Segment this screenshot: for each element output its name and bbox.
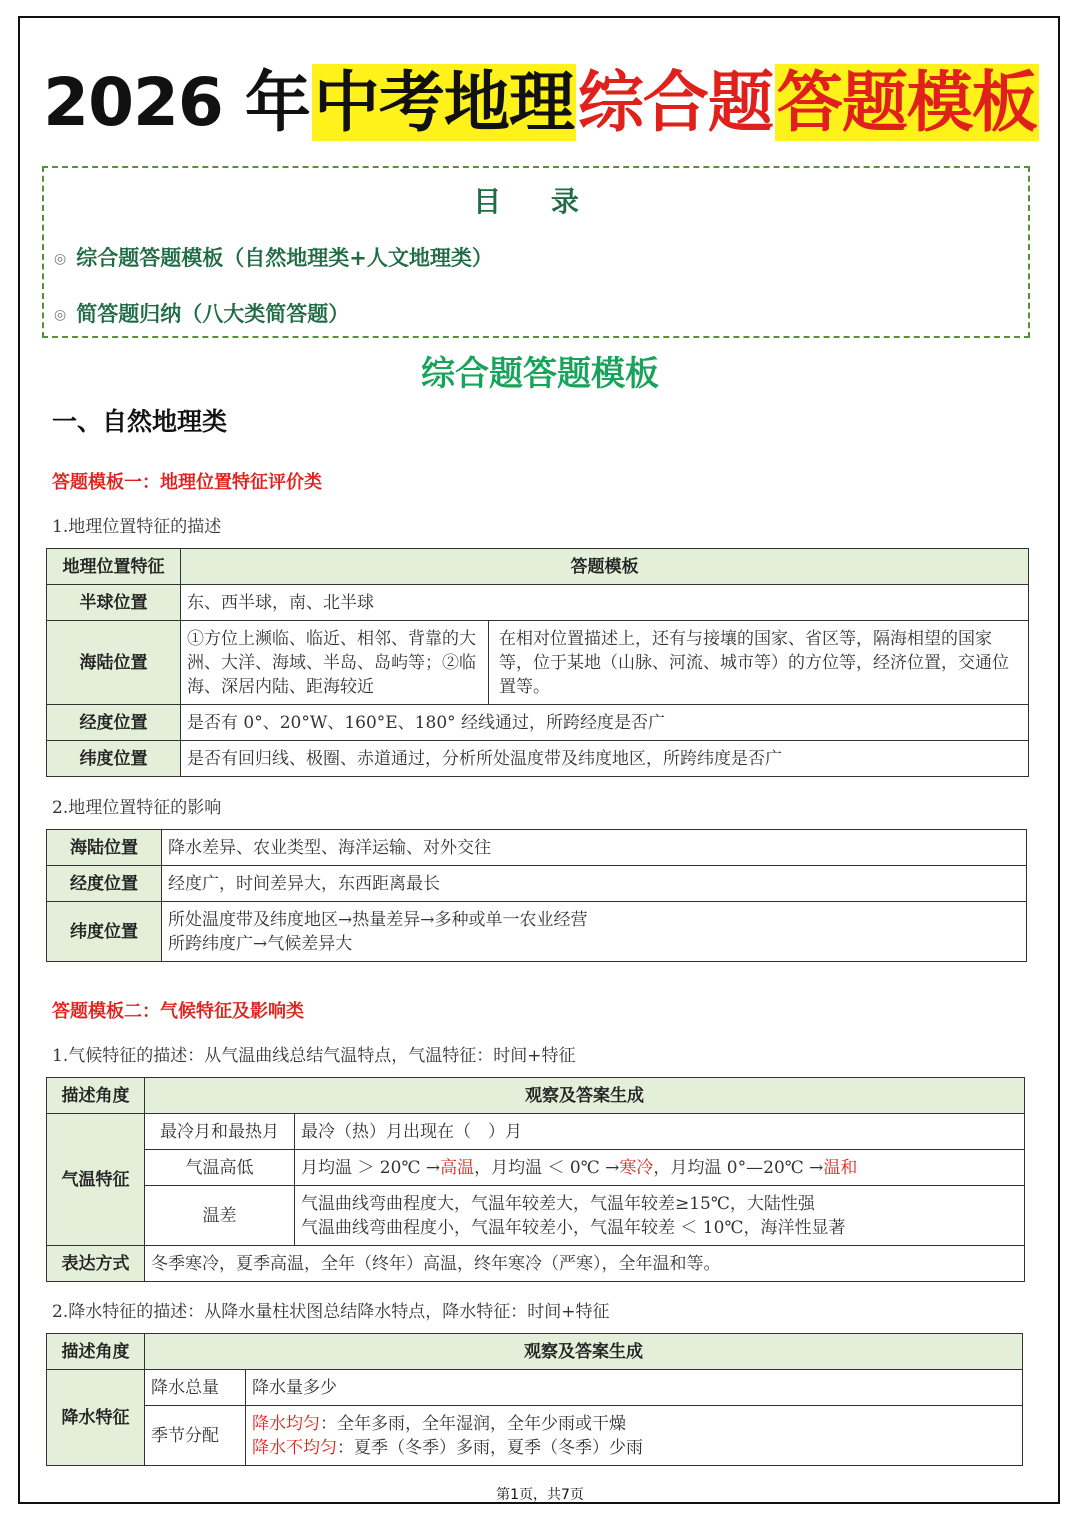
title-highlight-1: 中考地理 <box>313 64 574 141</box>
row-label: 经度位置 <box>47 705 181 741</box>
toc-item[interactable] <box>54 298 349 328</box>
text-run-red: 寒冷 <box>619 1157 654 1178</box>
cell-value: 最冷（热）月出现在（ ）月 <box>295 1114 1025 1150</box>
text-run: ：全年多雨，全年湿润，全年少雨或干燥 <box>320 1413 626 1434</box>
sub-label: 气温高低 <box>145 1150 295 1186</box>
row-label: 海陆位置 <box>47 621 181 705</box>
cell-value <box>246 1406 1023 1466</box>
sub-label: 最冷月和最热月 <box>145 1114 295 1150</box>
section-title: 综合题答题模板 <box>421 354 659 394</box>
toc-heading: 目 录 <box>473 185 599 218</box>
toc-item-label: 简答题归纳（八大类简答题） <box>76 302 350 326</box>
cell-line: 所跨纬度广→气候差异大 <box>168 933 353 954</box>
text-run: ，月均温 ＜ 0℃ → <box>474 1157 620 1178</box>
cell-value: 是否有回归线、极圈、赤道通过，分析所处温度带及纬度地区，所跨纬度是否广 <box>181 741 1029 777</box>
cell-value: 是否有 0°、20°W、160°E、180° 经线通过，所跨经度是否广 <box>181 705 1029 741</box>
template2-sub2: 2.降水特征的描述：从降水量柱状图总结降水特点，降水特征：时间+特征 <box>52 1302 610 1322</box>
cell-value <box>295 1186 1025 1246</box>
category-heading: 一、自然地理类 <box>52 407 228 436</box>
page-footer: 第1页，共7页 <box>496 1487 584 1503</box>
row-label: 纬度位置 <box>47 902 162 962</box>
table-header: 观察及答案生成 <box>145 1078 1025 1114</box>
row-label: 纬度位置 <box>47 741 181 777</box>
cell-value: ①方位上濒临、临近、相邻、背靠的大洲、大洋、海域、半岛、岛屿等；②临海、深居内陆、距海较近 <box>181 621 489 705</box>
toc-item-label: 综合题答题模板（自然地理类+人文地理类） <box>76 246 493 270</box>
cell-value: 经度广，时间差异大，东西距离最长 <box>162 866 1027 902</box>
sub-label: 降水总量 <box>145 1370 246 1406</box>
cell-line <box>252 1412 1016 1436</box>
table-header: 描述角度 <box>47 1078 145 1114</box>
table-header: 描述角度 <box>47 1334 145 1370</box>
row-label: 表达方式 <box>47 1246 145 1282</box>
title-year: 2026 年 <box>43 64 310 141</box>
cell-value: 降水差异、农业类型、海洋运输、对外交往 <box>162 830 1027 866</box>
text-run: ：夏季（冬季）多雨，夏季（冬季）少雨 <box>337 1437 643 1458</box>
cell-value: 东、西半球，南、北半球 <box>181 585 1029 621</box>
temperature-table <box>46 1077 1025 1282</box>
cell-line: 气温曲线弯曲程度大，气温年较差大，气温年较差≥15℃，大陆性强 <box>301 1193 815 1214</box>
toc-item[interactable] <box>54 242 493 272</box>
cell-value <box>295 1150 1025 1186</box>
cell-value: 冬季寒冷，夏季高温，全年（终年）高温，终年寒冷（严寒），全年温和等。 <box>145 1246 1025 1282</box>
text-run: 月均温 ＞ 20℃ → <box>301 1157 441 1178</box>
cell-line: 所处温度带及纬度地区→热量差异→多种或单一农业经营 <box>168 909 588 930</box>
row-label: 半球位置 <box>47 585 181 621</box>
precipitation-table <box>46 1333 1023 1466</box>
template2-heading: 答题模板二：气候特征及影响类 <box>52 1001 304 1022</box>
row-label: 海陆位置 <box>47 830 162 866</box>
row-label: 经度位置 <box>47 866 162 902</box>
table-of-contents <box>42 166 1030 338</box>
text-run-red: 降水不均匀 <box>252 1437 337 1458</box>
template1-sub2: 2.地理位置特征的影响 <box>52 798 222 818</box>
table-header: 答题模板 <box>181 549 1029 585</box>
cell-line: 气温曲线弯曲程度小，气温年较差小，气温年较差 ＜ 10℃，海洋性显著 <box>301 1217 846 1238</box>
row-label: 气温特征 <box>47 1114 145 1246</box>
cell-value: 降水量多少 <box>246 1370 1023 1406</box>
location-description-table <box>46 548 1029 777</box>
text-run-red: 温和 <box>823 1157 858 1178</box>
document-title <box>0 58 1080 148</box>
sub-label: 季节分配 <box>145 1406 246 1466</box>
title-highlight-2: 答题模板 <box>776 64 1037 141</box>
table-header: 观察及答案生成 <box>145 1334 1023 1370</box>
location-influence-table <box>46 829 1027 962</box>
row-label: 降水特征 <box>47 1370 145 1466</box>
text-run-red: 高温 <box>440 1157 475 1178</box>
bullet-icon: ◎ <box>54 307 67 323</box>
cell-value <box>162 902 1027 962</box>
template1-heading: 答题模板一：地理位置特征评价类 <box>52 472 322 493</box>
title-red: 综合题 <box>577 64 773 141</box>
bullet-icon: ◎ <box>54 251 67 267</box>
cell-line <box>252 1436 1016 1460</box>
template1-sub1: 1.地理位置特征的描述 <box>52 517 222 537</box>
text-run: ，月均温 0°—20℃ → <box>653 1157 824 1178</box>
cell-value: 在相对位置描述上，还有与接壤的国家、省区等，隔海相望的国家等，位于某地（山脉、河流、城市等）的方位等，经济位置，交通位置等。 <box>489 621 1029 705</box>
template2-sub1: 1.气候特征的描述：从气温曲线总结气温特点，气温特征：时间+特征 <box>52 1046 576 1066</box>
text-run-red: 降水均匀 <box>252 1413 320 1434</box>
sub-label: 温差 <box>145 1186 295 1246</box>
table-header: 地理位置特征 <box>47 549 181 585</box>
